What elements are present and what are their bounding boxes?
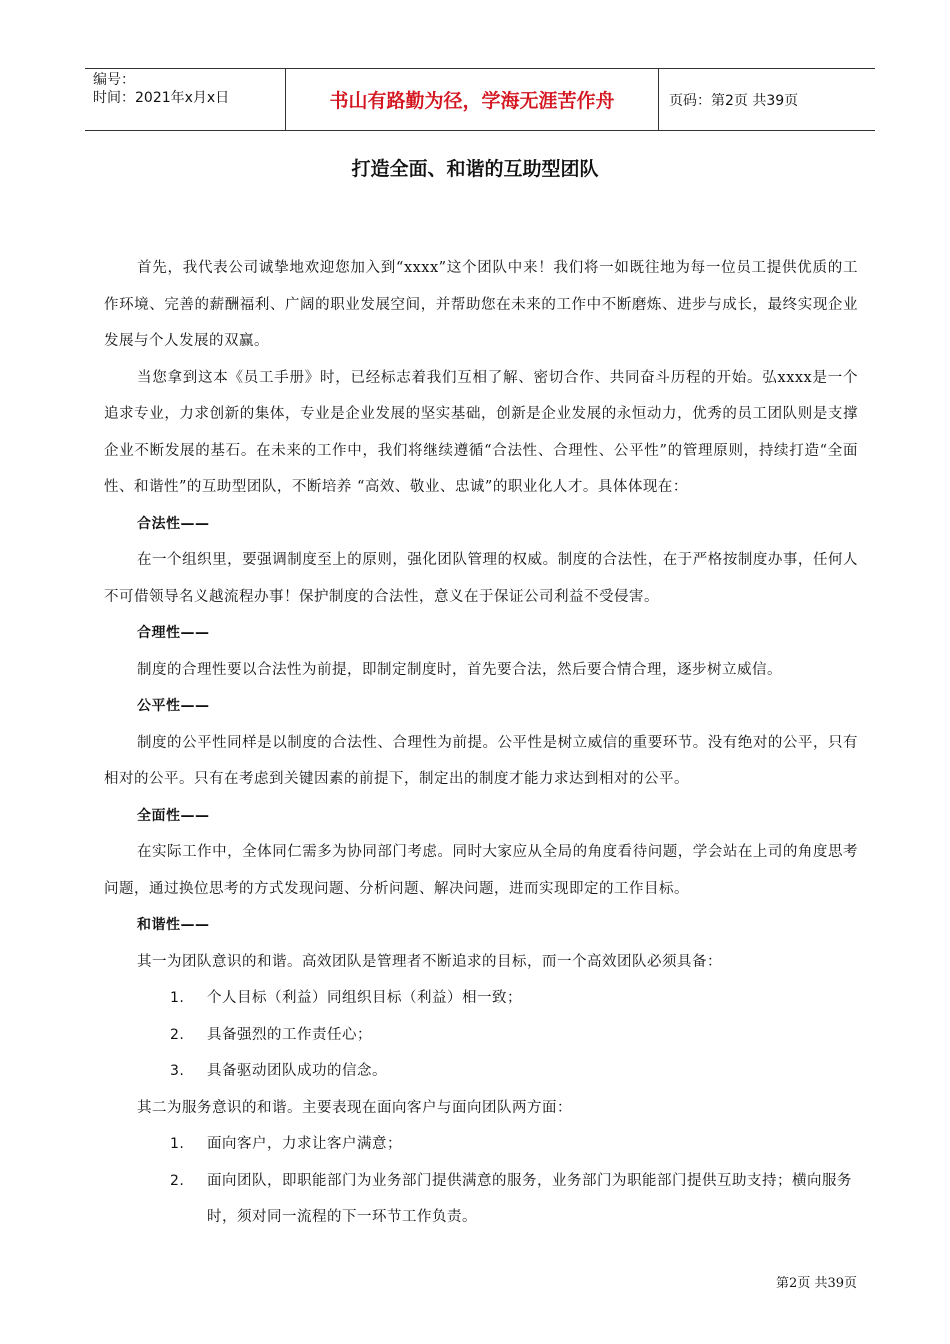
intro-paragraph-2: 当您拿到这本《员工手册》时，已经标志着我们互相了解、密切合作、共同奋斗历程的开始。弘xxxx是一个追求专业，力求创新的集体，专业是企业发展的坚实基础，创新是企业发展的永恒动力，优秀的员工团队则是支撑企业不断发展的基石。在未来的工作中，我们将继续遵循“合法性、合理性、公平性”的管理原则，持续打造“全面性、和谐性”的互助型团队，不断培养 “高效、敬业、忠诚”的职业化人才。具体体现在：: [104, 369, 858, 495]
section-text-harmony-2: 其二为服务意识的和谐。主要表现在面向客户与面向团队两方面：: [137, 1099, 572, 1116]
list-item: [104, 1053, 858, 1090]
document-title: 打造全面、和谐的互助型团队: [351, 158, 599, 180]
section-text-reason: 制度的合理性要以合法性为前提，即制定制度时，首先要合法，然后要合情合理，逐步树立威信。: [137, 661, 782, 678]
list-number: 1.: [170, 1136, 185, 1152]
page-header: [85, 68, 875, 131]
list-number: 3.: [170, 1063, 185, 1079]
section-heading-whole: 全面性——: [137, 807, 210, 824]
list-item: [104, 980, 858, 1017]
section-text-harmony-1: 其一为团队意识的和谐。高效团队是管理者不断追求的目标，而一个高效团队必须具备：: [137, 953, 722, 970]
section-text-whole: 在实际工作中，全体同仁需多为协同部门考虑。同时大家应从全局的角度看待问题，学会站在上司的角度思考问题，通过换位思考的方式发现问题、分析问题、解决问题，进而实现即定的工作目标。: [104, 844, 858, 897]
document-body: [104, 250, 858, 1236]
section-heading-reason: 合理性——: [137, 625, 210, 641]
list-number: 1.: [170, 990, 185, 1006]
section-heading-legal: 合法性——: [137, 515, 210, 532]
list-text: 个人目标（利益）同组织目标（利益）相一致；: [207, 990, 522, 1006]
section-heading-harmony: 和谐性——: [137, 917, 210, 933]
intro-paragraph-1: 首先，我代表公司诚挚地欢迎您加入到“xxxx”这个团队中来！我们将一如既往地为每一位员工提供优质的工作环境、完善的薪酬福利、广阔的职业发展空间，并帮助您在未来的工作中不断磨炼、进步与成长，最终实现企业发展与个人发展的双赢。: [104, 260, 858, 349]
list-text: 具备驱动团队成功的信念。: [207, 1063, 387, 1079]
header-meta: [85, 69, 286, 130]
list-item: [104, 1126, 858, 1163]
list-text: 具备强烈的工作责任心；: [207, 1026, 372, 1043]
section-text-legal: 在一个组织里，要强调制度至上的原则，强化团队管理的权威。制度的合法性，在于严格按制度办事，任何人不可借领导名义越流程办事！保护制度的合法性，意义在于保证公司利益不受侵害。: [104, 552, 858, 605]
list-text: 面向团队，即职能部门为业务部门提供满意的服务，业务部门为职能部门提供互助支持；横向服务时，须对同一流程的下一环节工作负责。: [207, 1172, 852, 1225]
list-item: [104, 1017, 858, 1054]
list-number: 2.: [170, 1026, 185, 1043]
date-label: 时间：2021年x月x日: [93, 90, 230, 106]
page-footer: 第2页 共39页: [776, 1276, 857, 1291]
section-text-fair: 制度的公平性同样是以制度的合法性、合理性为前提。公平性是树立威信的重要环节。没有绝对的公平，只有相对的公平。只有在考虑到关键因素的前提下，制定出的制度才能力求达到相对的公平。: [104, 734, 858, 787]
list-item: [104, 1163, 858, 1236]
serial-label: 编号：: [93, 72, 135, 88]
section-heading-fair: 公平性——: [137, 698, 210, 714]
header-page-label: 页码：第2页 共39页: [669, 92, 799, 109]
list-number: 2.: [170, 1172, 185, 1189]
header-motto: 书山有路勤为径，学海无涯苦作舟: [286, 69, 659, 130]
list-text: 面向客户，力求让客户满意；: [207, 1136, 402, 1152]
